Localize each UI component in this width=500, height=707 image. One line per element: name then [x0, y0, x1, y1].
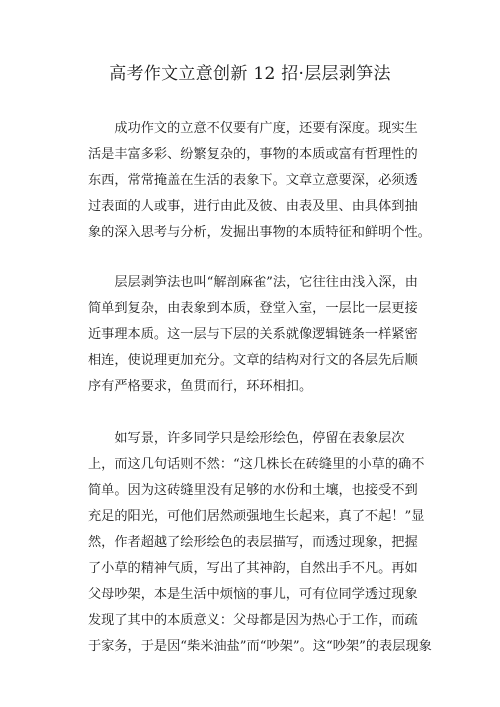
text-line: 层层剥笋法也叫“解剖麻雀”法，它往往由浅入深，由 — [88, 275, 418, 290]
text-line: 近事理本质。这一层与下层的关系就像逻辑链条一样紧密 — [88, 327, 418, 342]
text-line: 父母吵架，本是生活中烦恼的事儿，可有位同学透过现象 — [88, 587, 418, 602]
document-title: 高考作文立意创新 12 招·层层剥笋法 — [109, 64, 391, 84]
paragraph-2 — [88, 270, 433, 400]
text-line: 相连，使说理更加充分。文章的结构对行文的各层先后顺 — [88, 353, 418, 368]
text-line: 上，而这几句话则不然：“这几株长在砖缝里的小草的确不 — [88, 457, 425, 472]
text-line: 充足的阳光，可他们居然顽强地生长起来，真了不起！”显 — [88, 509, 425, 524]
text-line: 活是丰富多彩、纷繁复杂的，事物的本质或富有哲理性的 — [88, 147, 418, 162]
text-line: 发现了其中的本质意义：父母都是因为热心于工作，而疏 — [88, 613, 418, 628]
paragraph-1 — [88, 116, 433, 246]
text-line: 东西，常常掩盖在生活的表象下。文章立意要深，必须透 — [88, 173, 418, 188]
text-line: 简单。因为这砖缝里没有足够的水份和土壤，也接受不到 — [88, 483, 418, 498]
text-line: 然，作者超越了绘形绘色的表层描写，而透过现象，把握 — [88, 535, 418, 550]
text-line: 序有严格要求，鱼贯而行，环环相扣。 — [88, 379, 313, 394]
text-line: 简单到复杂，由表象到本质，登堂入室，一层比一层更接 — [88, 301, 418, 316]
text-line: 于家务，于是因“柴米油盐”而“吵架”。这“吵架”的表层现象 — [88, 639, 432, 654]
text-line: 了小草的精神气质，写出了其神韵，自然出手不凡。再如 — [88, 561, 418, 576]
paragraph-3 — [88, 426, 433, 660]
text-line: 过表面的人或事，进行由此及彼、由表及里、由具体到抽 — [88, 199, 418, 214]
text-line: 如写景，许多同学只是绘形绘色，停留在表象层次 — [88, 431, 405, 446]
text-line: 象的深入思考与分析，发掘出事物的本质特征和鲜明个性。 — [88, 225, 431, 240]
text-line: 成功作文的立意不仅要有广度，还要有深度。现实生 — [88, 121, 418, 136]
